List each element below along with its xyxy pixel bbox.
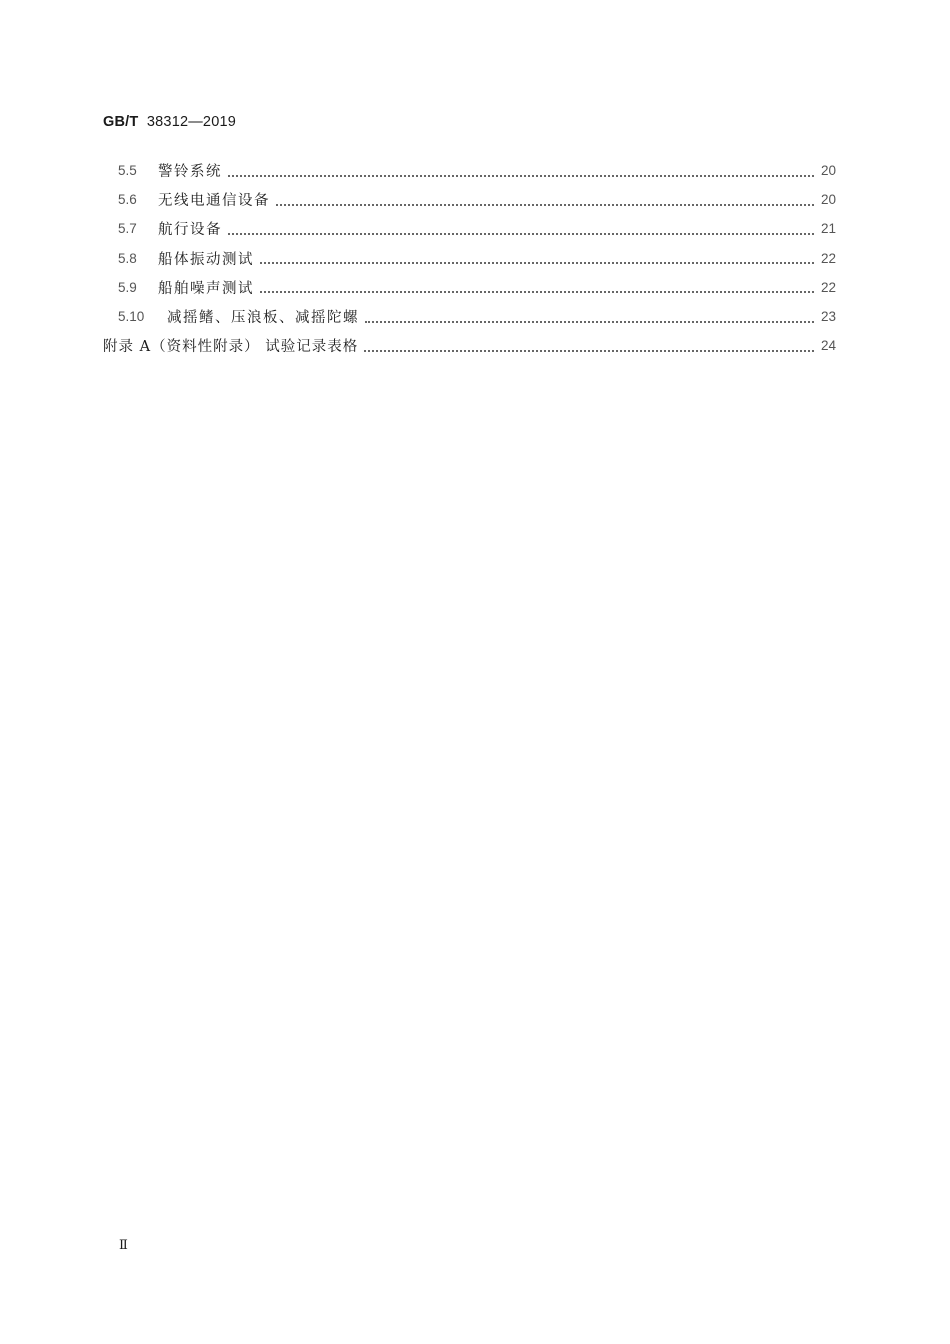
standard-code-prefix: GB/T — [103, 114, 139, 130]
toc-entry-5-10[interactable] — [103, 302, 836, 331]
toc-entry-title: 船体振动测试 — [158, 251, 254, 268]
toc-entry-number: 5.9 — [118, 279, 137, 295]
toc-entry-page: 22 — [820, 250, 836, 266]
toc-entry-5-8[interactable] — [103, 244, 836, 273]
toc-entry-page: 23 — [820, 309, 836, 325]
toc-entry-page: 22 — [820, 279, 836, 295]
toc-entry-number: 5.6 — [118, 192, 137, 208]
toc-entry-title: 附录 A（资料性附录） 试验记录表格 — [103, 339, 359, 356]
toc-entry-number: 5.8 — [118, 250, 137, 266]
toc-entry-5-5[interactable] — [103, 156, 836, 185]
toc-entry-page: 24 — [820, 338, 836, 354]
page-number: Ⅱ — [119, 1238, 128, 1253]
toc-entry-title: 减摇鳍、压浪板、减摇陀螺 — [167, 310, 359, 327]
toc-dot-leader — [365, 307, 814, 323]
toc-entry-title: 无线电通信设备 — [158, 193, 270, 210]
toc-entry-appendix-a[interactable] — [103, 331, 836, 360]
toc-entry-number: 5.10 — [118, 309, 145, 325]
toc-entry-title: 船舶噪声测试 — [158, 280, 254, 297]
toc-entry-page: 21 — [820, 221, 836, 237]
toc-entry-title: 警铃系统 — [158, 164, 222, 181]
toc-dot-leader — [364, 336, 814, 352]
toc-entry-page: 20 — [820, 163, 836, 179]
toc-entry-5-6[interactable] — [103, 185, 836, 214]
table-of-contents — [103, 156, 836, 360]
toc-dot-leader — [228, 161, 814, 177]
standard-code — [103, 114, 236, 130]
toc-entry-number: 5.7 — [118, 221, 137, 237]
toc-dot-leader — [260, 277, 814, 293]
toc-entry-page: 20 — [820, 192, 836, 208]
toc-dot-leader — [260, 248, 814, 264]
toc-entry-5-7[interactable] — [103, 214, 836, 243]
standard-code-number: 38312—2019 — [146, 114, 236, 130]
toc-dot-leader — [276, 190, 814, 206]
toc-entry-number: 5.5 — [118, 163, 137, 179]
toc-entry-title: 航行设备 — [158, 222, 222, 239]
toc-dot-leader — [228, 219, 814, 235]
toc-entry-5-9[interactable] — [103, 273, 836, 302]
